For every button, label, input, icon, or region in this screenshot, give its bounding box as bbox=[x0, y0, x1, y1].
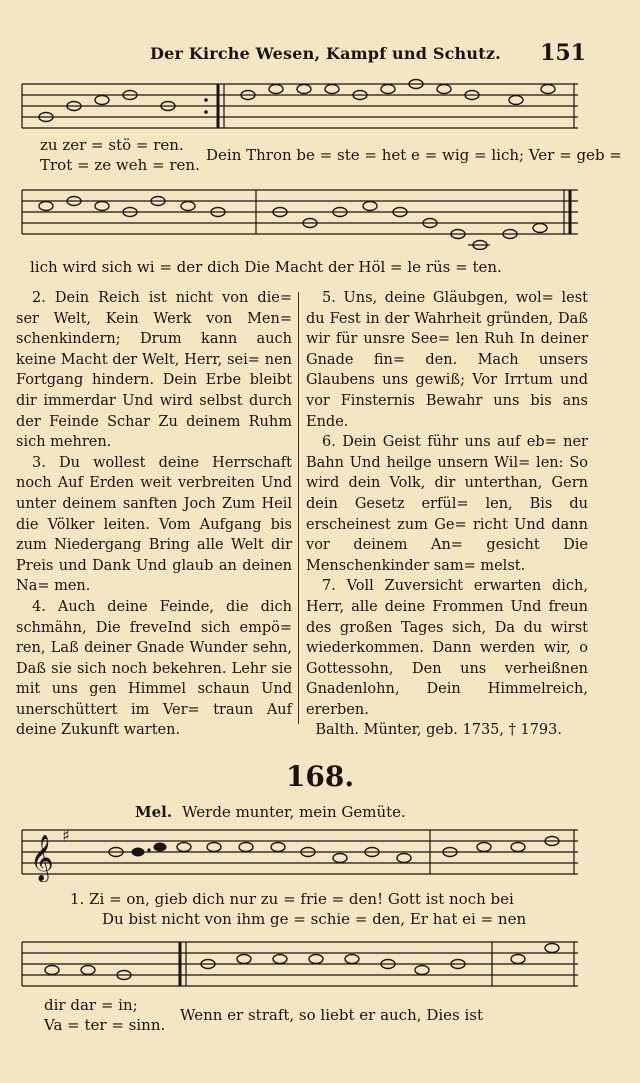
verse: 6. Dein Geist führ uns auf eb= ner Bahn Und heilge unsern Wil= len: So wird dein Volk, dir unterthan, Gern dein Gesetz erfül= len, Bis du erscheinest zum Ge= richt Und dann vor deinem An= gesicht Die Menschenkinder sam= melst. bbox=[306, 434, 588, 574]
lyrics-line: dir dar = in; bbox=[44, 996, 138, 1014]
page-header bbox=[0, 40, 640, 74]
lyrics-line: Va = ter = sinn. bbox=[44, 1016, 166, 1034]
verse: 4. Auch deine Feinde, die dich schmähn, Die freveInd sich empö= ren, Laß deiner Gnade Wunder sehn, Daß sie sich noch bekehren. Lehr sie mit uns gen Himmel schaun Und unerschüttert im Ver= traun Auf deine Zukunft warten. bbox=[16, 598, 292, 739]
music-staff-4 bbox=[18, 934, 582, 994]
lyrics-line: Dein Thron be = ste = het e = wig = lich; Ver = geb = bbox=[206, 146, 622, 164]
verse: 3. Du wollest deine Herrschaft noch Auf Erden weit verbreiten Und unter deinem sanften Joch Zum Heil die Völker leiten. Vom Aufgang bis zum Niedergang Bring alle Welt dir Preis und Dank Und glaub an deinen Na= men. bbox=[16, 454, 292, 595]
music-staff-2 bbox=[18, 184, 582, 250]
staff-notation bbox=[18, 78, 582, 134]
hymn-number: 168. bbox=[285, 760, 355, 793]
staff-notation bbox=[18, 184, 582, 250]
music-staff-3 bbox=[18, 822, 582, 882]
page-number: 151 bbox=[540, 40, 586, 66]
column-divider bbox=[298, 292, 299, 724]
lyrics-line: Wenn er straft, so liebt er auch, Dies ist bbox=[180, 1006, 484, 1024]
staff-notation bbox=[18, 934, 582, 994]
treble-clef-icon: 𝄞 bbox=[30, 835, 54, 881]
melody-prefix: Mel. bbox=[135, 803, 173, 821]
verse: 5. Uns, deine Gläubgen, wol= lest du Fest in der Wahrheit gründen, Daß wir für unsre See= len Ruh In deiner Gnade fin= den. Mach unsers Glaubens uns gewiß; Vor Irrtum und vor Finsternis Bewahr uns bis ans Ende. bbox=[306, 290, 588, 430]
lyrics-line: Du bist nicht von ihm ge = schie = den, Er hat ei = nen bbox=[102, 910, 527, 928]
verse: 2. Dein Reich ist nicht von die= ser Welt, Kein Werk von Men= schenkindern; Drum kann auch keine Macht der Welt, Herr, sei= nen Fortgang hindern. Dein Erbe bleibt dir immerdar Und wird selbst durch der Feinde Schar Zu deinem Ruhm sich mehren. bbox=[16, 290, 292, 451]
lyrics-line: zu zer = stö = ren. bbox=[40, 136, 184, 154]
music-staff-1 bbox=[18, 78, 582, 134]
staff-notation bbox=[18, 822, 582, 882]
sharp-icon: ♯ bbox=[62, 826, 70, 845]
lyrics-line: lich wird sich wi = der dich Die Macht der Höl = le rüs = ten. bbox=[30, 258, 502, 276]
verses-left-column bbox=[16, 288, 292, 741]
melody-line bbox=[135, 803, 406, 821]
author-attribution: Balth. Münter, geb. 1735, † 1793. bbox=[315, 722, 562, 738]
lyrics-line: 1. Zi = on, gieb dich nur zu = frie = den! Gott ist noch bei bbox=[70, 890, 514, 908]
melody-title: Werde munter, mein Gemüte. bbox=[182, 803, 406, 821]
verses-right-column bbox=[306, 288, 588, 720]
verse: 7. Voll Zuversicht erwarten dich, Herr, alle deine Frommen Und freun des großen Tages sich, Da du wirst wiederkommen. Dann werden wir, o Gottessohn, Den uns verheißnen Gnadenlohn, Dein Himmelreich, ererben. bbox=[306, 578, 588, 718]
running-title: Der Kirche Wesen, Kampf und Schutz. bbox=[150, 44, 501, 63]
lyrics-line: Trot = ze weh = ren. bbox=[40, 156, 200, 174]
